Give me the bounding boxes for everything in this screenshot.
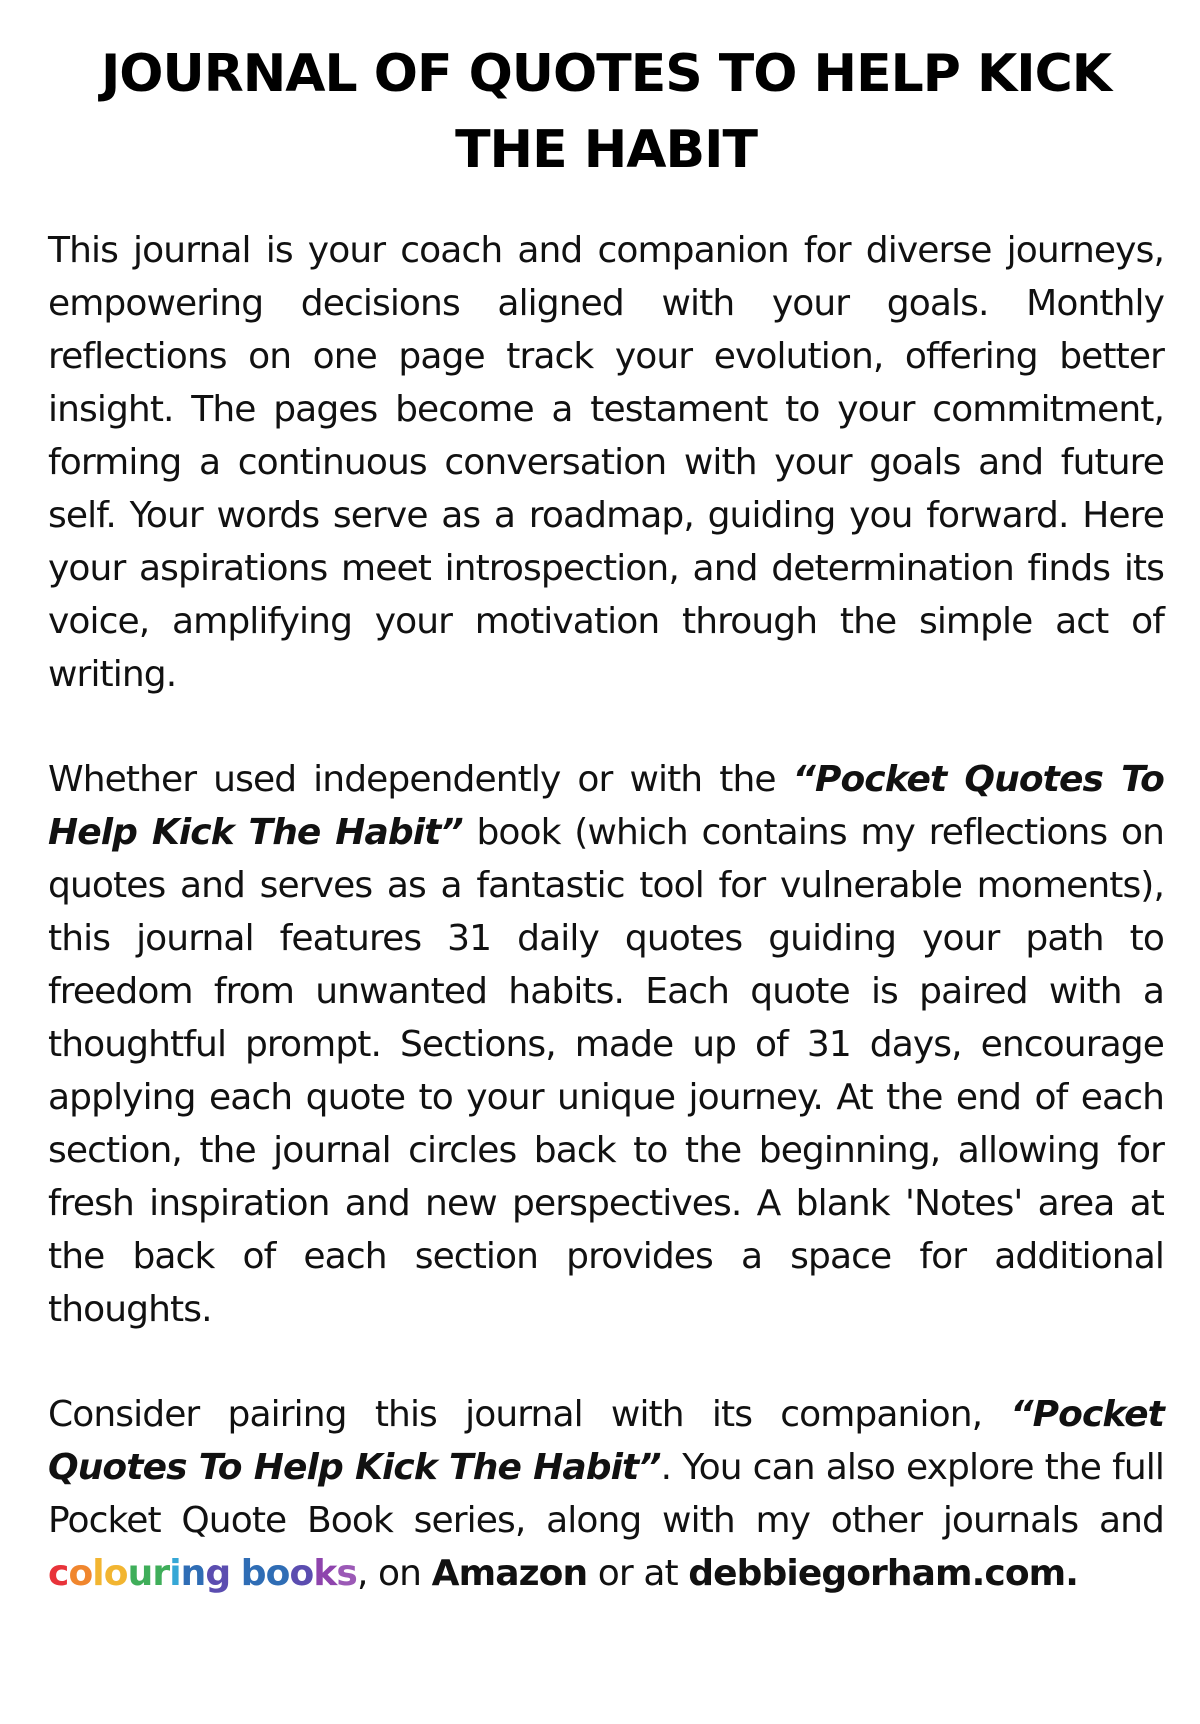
comma-on-text: , on <box>356 1553 432 1594</box>
rainbow-letter: n <box>180 1553 206 1594</box>
companion-middle: . You can also explore the full Pocket Quote Book series, along with my other journals and <box>48 1447 1164 1541</box>
website-link[interactable]: debbiegorham.com. <box>688 1553 1079 1594</box>
features-text: book (which contains my reflections on quotes and serves as a fantastic tool for vulnerable moments), this journal features 31 daily quotes guiding your path to freedom from unwanted habits. Each quote is paired with a thoughtful prompt. Sections, made up of 31 days, encourage applying each quote to your unique journey. At the end of each section, the journal circles back to the beginning, allowing for fresh inspiration and new perspectives. A blank 'Notes' area at the back of each section provides a space for additional thoughts. <box>48 812 1164 1330</box>
rainbow-letter: u <box>127 1553 153 1594</box>
companion-intro: Consider pairing this journal with its companion, <box>48 1394 1011 1435</box>
rainbow-letter: k <box>313 1553 337 1594</box>
rainbow-letter: l <box>92 1553 104 1594</box>
features-paragraph <box>48 753 1164 1336</box>
book-title-reference: “Pocket Quotes To Help Kick The Habit” <box>48 759 1165 853</box>
rainbow-letter: r <box>152 1553 170 1594</box>
intro-paragraph: This journal is your coach and companion for diverse journeys, empowering decisions aligned with your goals. Monthly reflections on one page track your evolution, offering better insight. The pages become a testament to your commitment, forming a continuous conversation with your goals and future self. Your words serve as a roadmap, guiding you forward. Here your aspirations meet introspection, and determination finds its voice, amplifying your motivation through the simple act of writing. <box>48 230 1164 695</box>
rainbow-letter: o <box>103 1553 128 1594</box>
books-word <box>241 1553 357 1594</box>
companion-paragraph <box>48 1388 1164 1600</box>
page-title: JOURNAL OF QUOTES TO HELP KICK THE HABIT <box>100 44 1112 180</box>
rainbow-letter: b <box>240 1553 266 1594</box>
rainbow-letter: c <box>48 1553 69 1594</box>
rainbow-letter: o <box>289 1553 314 1594</box>
or-at-text: or at <box>587 1553 689 1594</box>
rainbow-letter: i <box>169 1553 181 1594</box>
features-intro: Whether used independently or with the <box>48 759 793 800</box>
rainbow-letter: s <box>336 1553 357 1594</box>
companion-book-title: “Pocket Quotes To Help Kick The Habit” <box>48 1394 1164 1488</box>
amazon-link[interactable]: Amazon <box>431 1553 588 1594</box>
rainbow-letter: g <box>205 1553 231 1594</box>
rainbow-letter: o <box>68 1553 93 1594</box>
rainbow-letter: o <box>265 1553 290 1594</box>
document-body <box>48 36 1164 1600</box>
colouring-word <box>48 1553 230 1594</box>
